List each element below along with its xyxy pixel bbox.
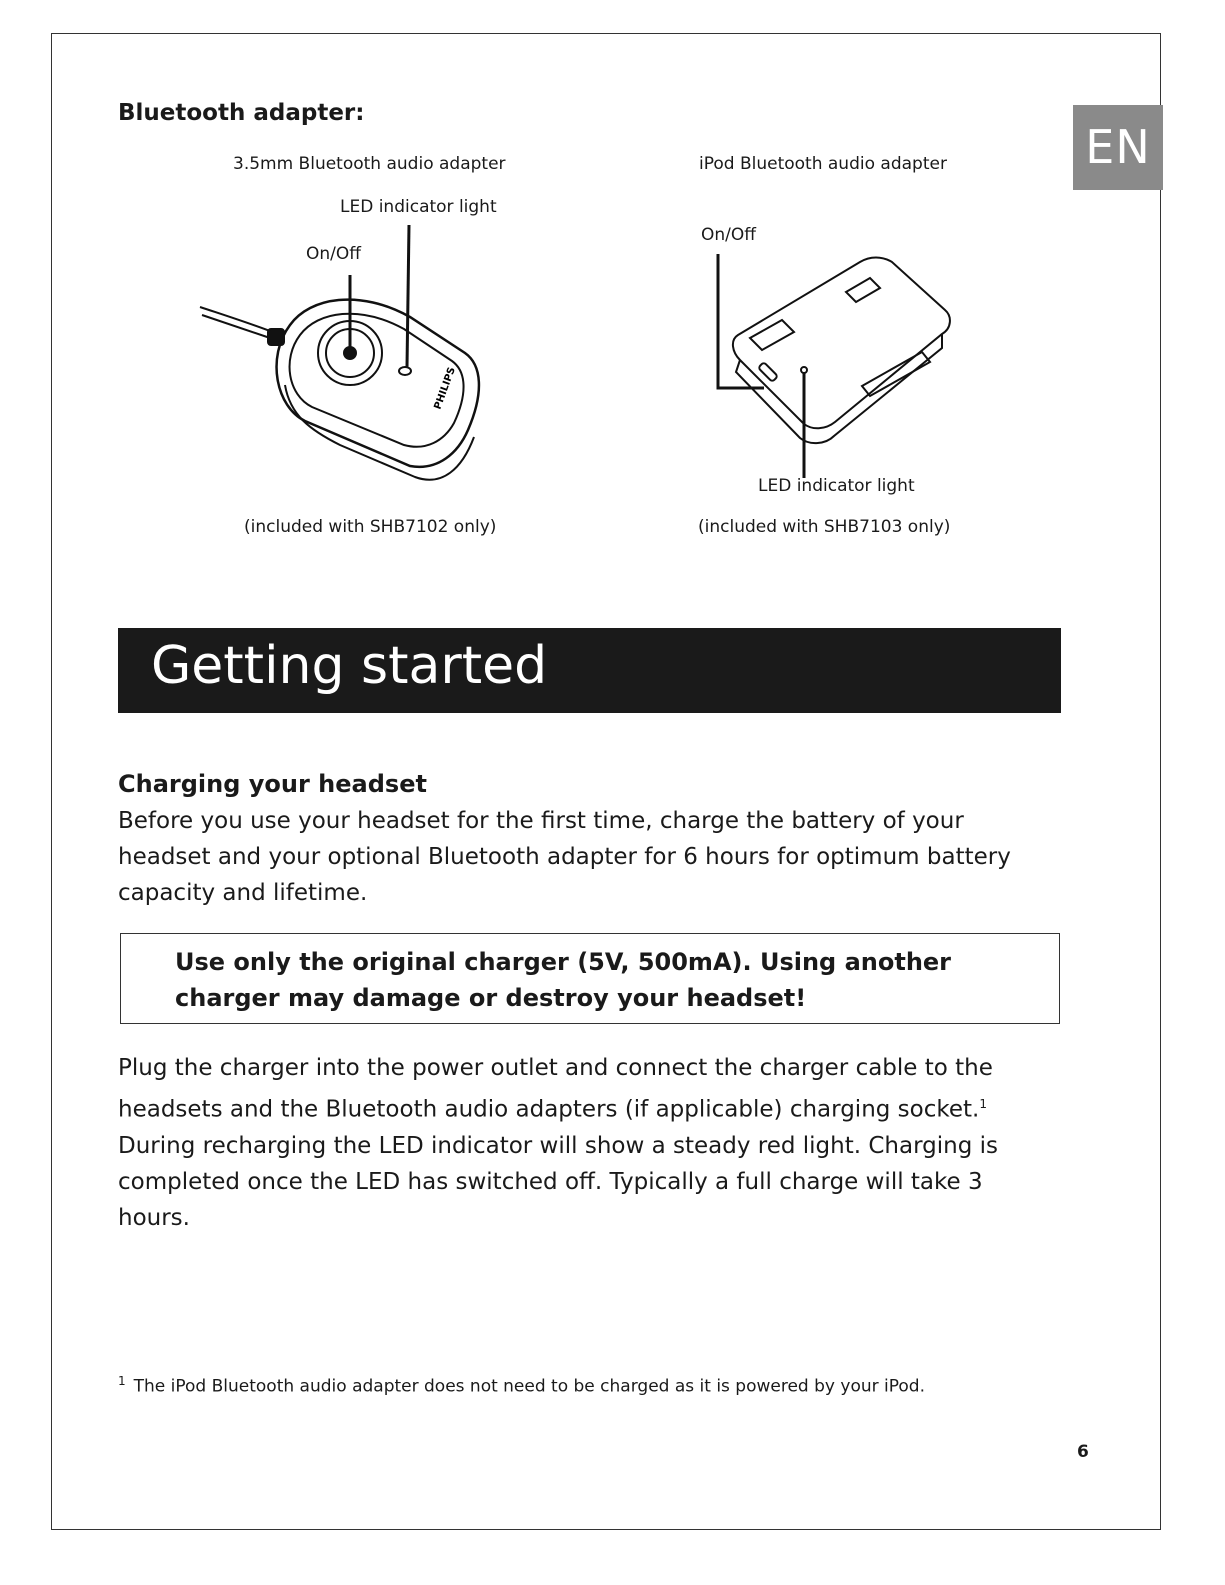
warning-text: Use only the original charger (5V, 500mA). Using another charger may damage or destroy your headset! — [175, 948, 952, 1012]
adapter-heading: Bluetooth adapter: — [118, 100, 365, 126]
left-led-label: LED indicator light — [340, 197, 497, 217]
right-led-label: LED indicator light — [758, 476, 915, 496]
left-onoff-label: On/Off — [306, 244, 361, 264]
left-adapter-title: 3.5mm Bluetooth audio adapter — [233, 154, 506, 174]
section-banner — [118, 628, 1061, 713]
footnote-text: The iPod Bluetooth audio adapter does not need to be charged as it is powered by your iPod. — [133, 1376, 925, 1397]
charging-body-part2: During recharging the LED indicator will show a steady red light. Charging is completed once the LED has switched off. Typically a full charge will take 3 hours. — [118, 1132, 999, 1231]
footnote-mark: 1 — [118, 1374, 126, 1388]
charging-intro: Before you use your headset for the first time, charge the battery of your headset and your optional Bluetooth adapter for 6 hours for optimum battery capacity and lifetime. — [118, 808, 1011, 906]
left-adapter-note: (included with SHB7102 only) — [244, 517, 497, 537]
language-tab: EN — [1073, 105, 1163, 190]
footnote-ref: 1 — [979, 1097, 987, 1111]
banner-title: Getting started — [151, 636, 548, 696]
right-adapter-note: (included with SHB7103 only) — [698, 517, 951, 537]
brand-logo-text: PHILIPS — [432, 365, 458, 412]
footnote — [118, 1374, 925, 1397]
charging-body — [118, 1050, 1053, 1236]
right-adapter-title: iPod Bluetooth audio adapter — [699, 154, 947, 174]
right-onoff-label: On/Off — [701, 225, 756, 245]
page-number: 6 — [1077, 1442, 1089, 1462]
ipod-adapter-illustration — [700, 240, 965, 480]
charging-heading: Charging your headset — [118, 770, 427, 798]
charging-body-part1: Plug the charger into the power outlet and connect the charger cable to the headsets and the Bluetooth audio adapters (if applicable) charging socket. — [118, 1055, 993, 1123]
audio-adapter-illustration — [190, 225, 500, 505]
warning-box — [120, 933, 1060, 1024]
